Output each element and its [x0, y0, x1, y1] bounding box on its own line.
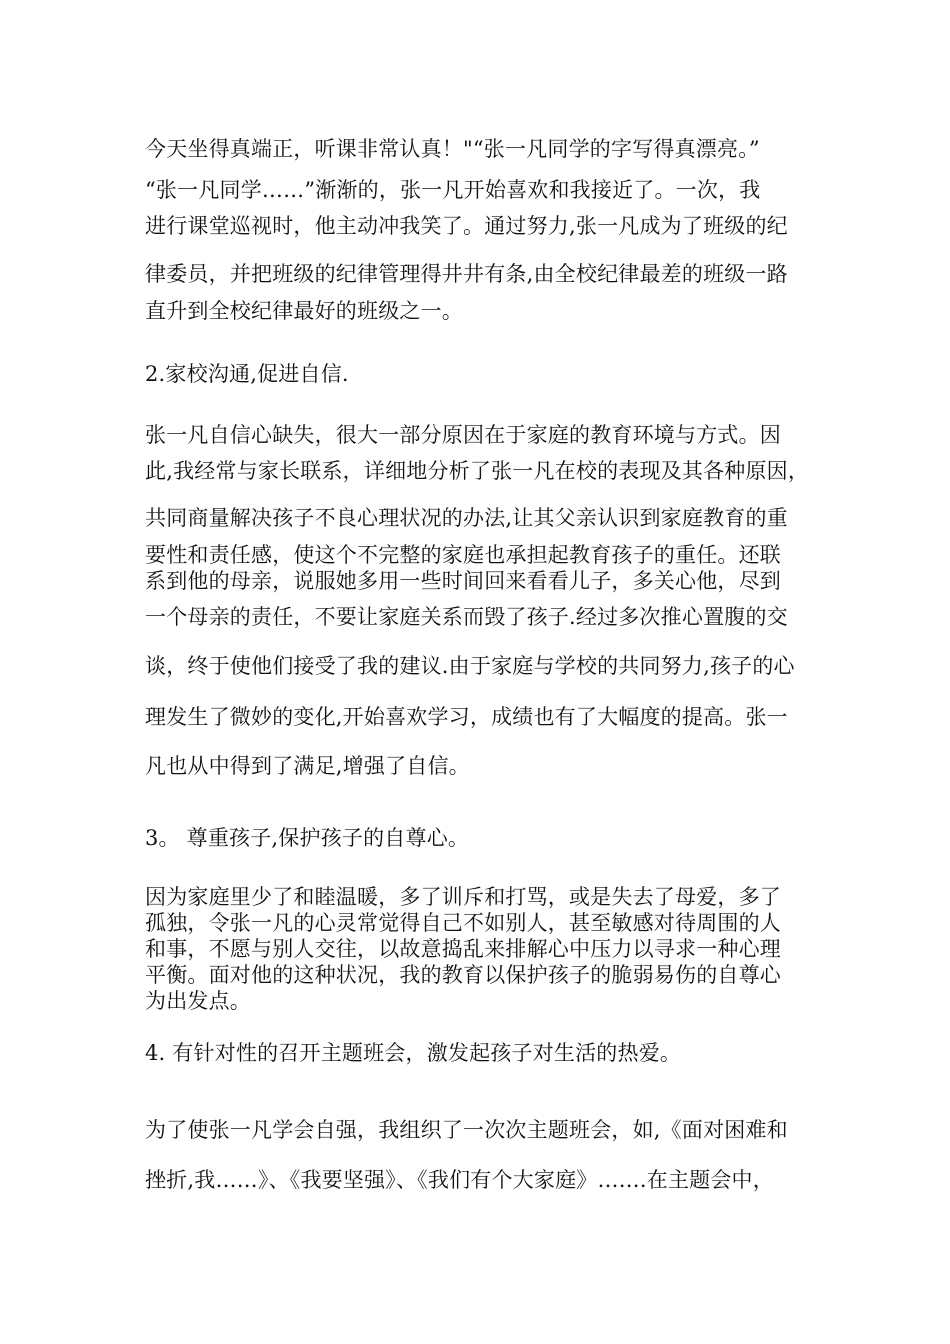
text-line: 和事，不愿与别人交往，以故意捣乱来排解心中压力以寻求一种心理	[145, 937, 781, 961]
section-heading: 3。 尊重孩子,保护孩子的自尊心。	[145, 826, 470, 850]
text-line: 一个母亲的责任，不要让家庭关系而毁了孩子.经过多次推心置腹的交	[145, 605, 788, 629]
text-line: 为了使张一凡学会自强，我组织了一次次主题班会，如,《面对困难和	[145, 1118, 788, 1142]
text-line: 谈，终于使他们接受了我的建议.由于家庭与学校的共同努力,孩子的心	[145, 654, 795, 678]
section-heading: 2.家校沟通,促进自信.	[145, 362, 349, 386]
text-line: 今天坐得真端正，听课非常认真！"“张一凡同学的字写得真漂亮。”	[145, 137, 760, 161]
text-line: 要性和责任感，使这个不完整的家庭也承担起教育孩子的重任。还联	[145, 543, 781, 567]
text-line: 因为家庭里少了和睦温暖，多了训斥和打骂，或是失去了母爱，多了	[145, 885, 781, 909]
text-line: 系到他的母亲，说服她多用一些时间回来看看儿子，多关心他，尽到	[145, 569, 781, 593]
text-line: 直升到全校纪律最好的班级之一。	[145, 299, 463, 323]
text-line: 凡也从中得到了满足,增强了自信。	[145, 754, 470, 778]
section-heading: 4. 有针对性的召开主题班会，激发起孩子对生活的热爱。	[145, 1041, 682, 1065]
text-line: “张一凡同学……”渐渐的，张一凡开始喜欢和我接近了。一次，我	[145, 178, 761, 202]
text-line: 挫折,我……》、《我要坚强》、《我们有个大家庭》…….在主题会中，	[145, 1168, 774, 1192]
text-line: 共同商量解决孩子不良心理状况的办法,让其父亲认识到家庭教育的重	[145, 506, 788, 530]
text-line: 平衡。面对他的这种状况，我的教育以保护孩子的脆弱易伤的自尊心	[145, 963, 781, 987]
text-line: 孤独，令张一凡的心灵常觉得自己不如别人，甚至敏感对待周围的人	[145, 911, 781, 935]
text-line: 张一凡自信心缺失，很大一部分原因在于家庭的教育环境与方式。因	[145, 423, 781, 447]
text-line: 此,我经常与家长联系，详细地分析了张一凡在校的表现及其各种原因，	[145, 459, 810, 483]
text-line: 律委员，并把班级的纪律管理得井井有条,由全校纪律最差的班级一路	[145, 262, 788, 286]
text-line: 为出发点。	[145, 989, 251, 1013]
text-line: 进行课堂巡视时，他主动冲我笑了。通过努力,张一凡成为了班级的纪	[145, 214, 788, 238]
text-line: 理发生了微妙的变化,开始喜欢学习，成绩也有了大幅度的提高。张一	[145, 705, 788, 729]
